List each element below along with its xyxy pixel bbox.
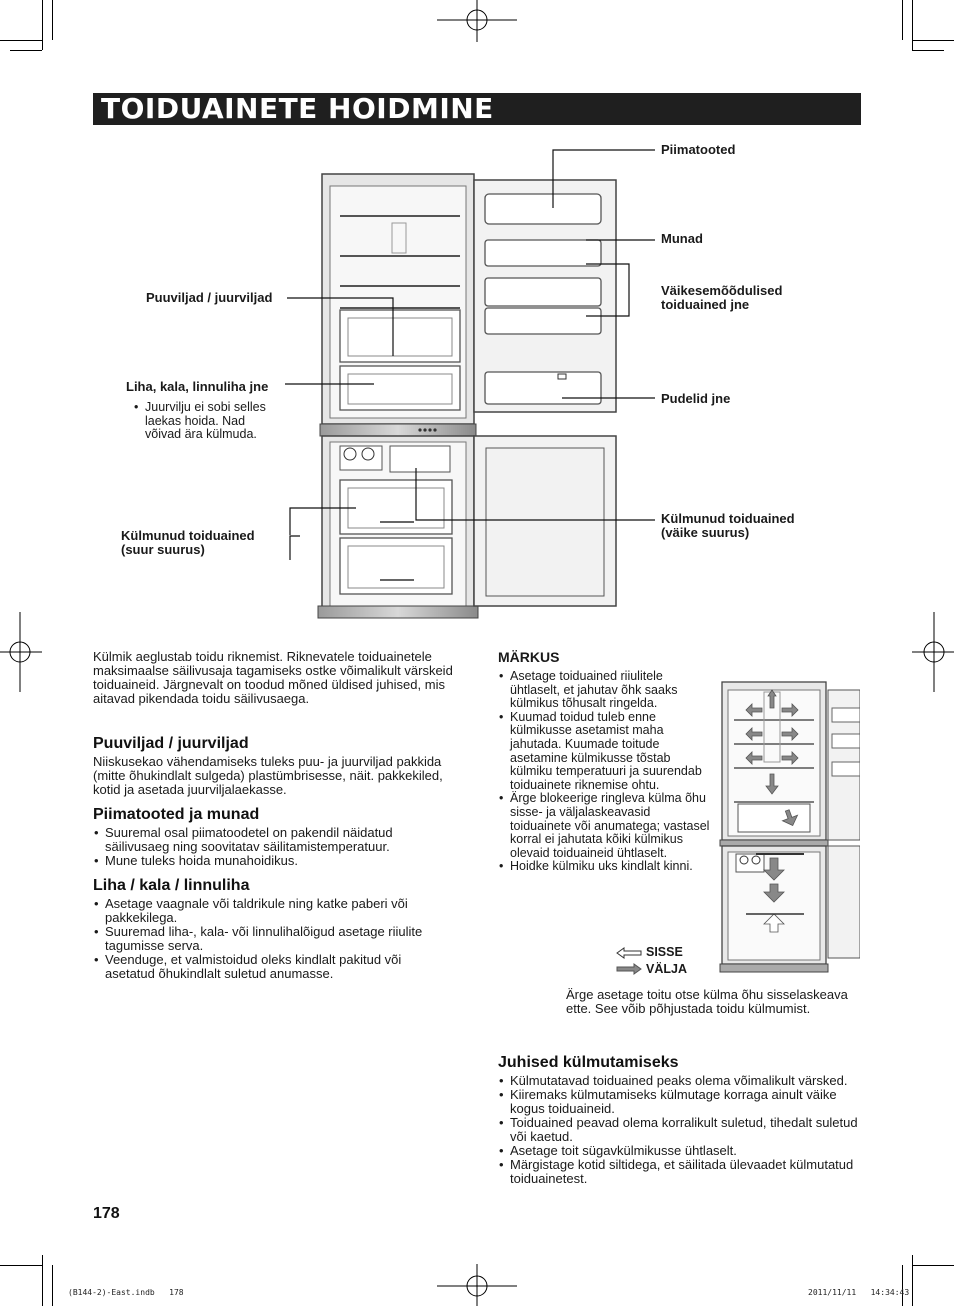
- liha-note-item: • Juurvilju ei sobi selles laekas hoida. Nad võivad ära külmuda.: [133, 401, 293, 442]
- label-piimatooted: Piimatooted: [661, 142, 736, 157]
- label-kulmunud-vaike: Külmunud toiduained (väike suurus): [661, 511, 795, 540]
- puuviljad-text: Niiskusekao vähendamiseks tuleks puu- ja juurviljad pakkida (mitte õhukindlalt sulgeda) plastümbrisesse, näit. pakkekiled, kotid ja asetada juurviljalaekasse.: [93, 754, 443, 797]
- list-item: • Kiiremaks külmutamiseks külmutage korraga ainult väike kogus toiduaineid.: [498, 1088, 864, 1116]
- label-kulmunud-suur: Külmunud toiduained (suur suurus): [121, 528, 255, 557]
- label-puuviljad: Puuviljad / juurviljad: [146, 290, 273, 305]
- crop-mark: [912, 1255, 913, 1306]
- label-vaikesemoodulised: Väikesemõõdulised toiduained jne: [661, 283, 783, 312]
- list-item: • Suuremal osal piimatoodetel on pakendil näidatud säilivusaeg ning soovitatav säilitamistemperatuur.: [93, 826, 423, 854]
- list-item: • Külmutatavad toiduained peaks olema võimalikult värsked.: [498, 1074, 864, 1088]
- kulmutamine-list: [498, 1074, 864, 1186]
- airflow-note: Ärge asetage toitu otse külma õhu sisselaskeava ette. See võib põhjustada toidu külmumist.: [566, 987, 848, 1016]
- airflow-diagram: [718, 678, 860, 978]
- crop-mark: [902, 1265, 903, 1306]
- intro-paragraph: Külmik aeglustab toidu riknemist. Riknevatele toiduainetele maksimaalse säilivusaja tagamiseks ostke võimalikult värskeid toiduaineid. Järgnevalt on toodud mõned üldised juhised, mis aitavad pikendada toidu säilivusaega.: [93, 649, 453, 706]
- liha-list: [93, 897, 429, 981]
- registration-mark-bottom: [437, 1264, 517, 1306]
- list-item: • Kuumad toidud tuleb enne külmikusse asetamist maha jahutada. Kuumade toitude asetamine külmikusse tõstab külmiku temperatuuri ja suurendab toiduainete riknemise ohtu.: [498, 711, 710, 793]
- page-number: 178: [93, 1205, 120, 1222]
- legend-in-arrow-icon: [616, 947, 642, 959]
- liha-note: [133, 401, 293, 442]
- heading-puuviljad: Puuviljad / juurviljad: [93, 735, 249, 752]
- heading-kulmutamine: Juhised külmutamiseks: [498, 1054, 679, 1071]
- crop-mark: [52, 1265, 53, 1306]
- footer-timestamp: 2011/11/11 14:34:43: [808, 1288, 910, 1297]
- list-item: • Asetage vaagnale või taldrikule ning katke paberi või pakkekilega.: [93, 897, 429, 925]
- list-item: • Ärge blokeerige ringleva külma õhu sisse- ja väljalaskeavasid toiduainete või anumatega; vastasel korral ei jahutata kõiki külmikus olevaid toiduaineid ühtlaselt.: [498, 792, 710, 860]
- label-liha: Liha, kala, linnuliha jne: [126, 379, 269, 394]
- heading-piimatooted: Piimatooted ja munad: [93, 806, 260, 823]
- crop-mark: [0, 1265, 42, 1266]
- list-item: • Veenduge, et valmistoidud oleks kindlalt pakitud või asetatud õhukindlalt suletud anumasse.: [93, 953, 429, 981]
- heading-markus: MÄRKUS: [498, 649, 560, 665]
- page-title: TOIDUAINETE HOIDMINE: [93, 93, 861, 125]
- label-pudelid: Pudelid jne: [661, 391, 731, 406]
- list-item: • Märgistage kotid siltidega, et säilitada ülevaadet külmutatud toiduainetest.: [498, 1158, 864, 1186]
- list-item: • Toiduained peavad olema korralikult suletud, tihedalt suletud või kaetud.: [498, 1116, 864, 1144]
- list-item: • Hoidke külmiku uks kindlalt kinni.: [498, 860, 710, 874]
- list-item: • Asetage toiduained riiulitele ühtlaselt, et jahutav õhk saaks külmikus tõhusalt ringelda.: [498, 670, 710, 711]
- footer-file: (B144-2)-East.indb 178: [68, 1288, 184, 1297]
- legend-out-arrow-icon: [616, 963, 642, 975]
- legend-out-label: VÄLJA: [646, 962, 687, 976]
- list-item: • Asetage toit sügavkülmikusse ühtlaselt.: [498, 1144, 864, 1158]
- legend-in-label: SISSE: [646, 945, 683, 959]
- markus-list: [498, 670, 710, 874]
- list-item: • Suuremad liha-, kala- või linnulihalõigud asetage riiulite tagumisse serva.: [93, 925, 429, 953]
- piimatooted-list: [93, 826, 423, 868]
- label-munad: Munad: [661, 231, 703, 246]
- heading-liha: Liha / kala / linnuliha: [93, 877, 250, 894]
- list-item: • Mune tuleks hoida munahoidikus.: [93, 854, 423, 868]
- crop-mark: [912, 1265, 954, 1266]
- crop-mark: [42, 1255, 43, 1306]
